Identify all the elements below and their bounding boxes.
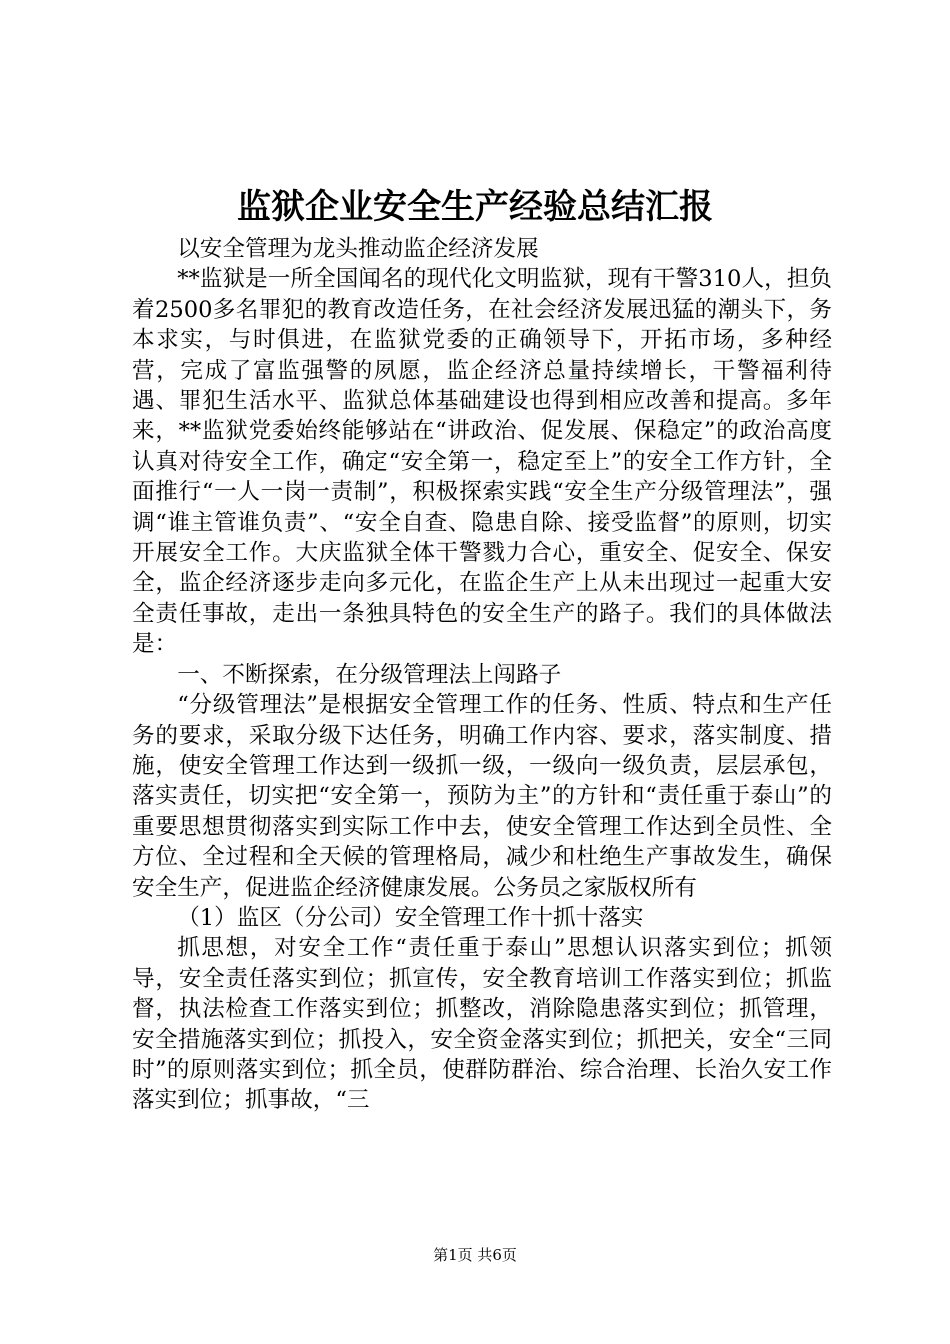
paragraph-ten-points: 抓思想，对安全工作“责任重于泰山”思想认识落实到位；抓领导，安全责任落实到位；抓宣传，安全教育培训工作落实到位；抓监督，执法检查工作落实到位；抓整改，消除隐患落实到位；抓管理，安全措施落实到位；抓投入，安全资金落实到位；抓把关，安全“三同时”的原则落实到位；抓全员，使群防群治、综合治理、长治久安工作落实到位；抓事故，“三 bbox=[132, 935, 832, 1114]
document-title: 监狱企业安全生产经验总结汇报 bbox=[237, 187, 713, 227]
paragraph-intro: **监狱是一所全国闻名的现代化文明监狱，现有干警310人，担负着2500多名罪犯的教育改造任务，在社会经济发展迅猛的潮头下，务本求实，与时俱进，在监狱党委的正确领导下，开拓市场，多种经营，完成了富监强警的夙愿，监企经济总量持续增长，干警福利待遇、罪犯生活水平、监狱总体基础建设也得到相应改善和提高。多年来，**监狱党委始终能够站在“讲政治、促发展、保稳定”的政治高度认真对待安全工作，确定“安全第一，稳定至上”的安全工作方针，全面推行“一人一岗一责制”，积极探索实践“安全生产分级管理法”，强调“谁主管谁负责”、“安全自查、隐患自除、接受监督”的原则，切实开展安全工作。大庆监狱全体干警戮力合心，重安全、促安全、保安全，监企经济逐步走向多元化，在监企生产上从未出现过一起重大安全责任事故，走出一条独具特色的安全生产的路子。我们的具体做法是： bbox=[132, 266, 832, 658]
paragraph-subtitle: 以安全管理为龙头推动监企经济发展 bbox=[177, 236, 539, 262]
section-heading-1: 一、不断探索，在分级管理法上闯路子 bbox=[177, 661, 562, 688]
subsection-heading-1: （1）监区（分公司）安全管理工作十抓十落实 bbox=[177, 904, 644, 931]
document-body bbox=[132, 234, 832, 1116]
page-footer: 第1页 共6页 bbox=[433, 1246, 517, 1264]
paragraph-grading-method: “分级管理法”是根据安全管理工作的任务、性质、特点和生产任务的要求，采取分级下达任务，明确工作内容、要求，落实制度、措施，使安全管理工作达到一级抓一级，一级向一级负责，层层承包，落实责任，切实把“安全第一，预防为主”的方针和“责任重于泰山”的重要思想贯彻落实到实际工作中去，使安全管理工作达到全员性、全方位、全过程和全天候的管理格局，减少和杜绝生产事故发生，确保安全生产，促进监企经济健康发展。公务员之家版权所有 bbox=[132, 692, 832, 901]
